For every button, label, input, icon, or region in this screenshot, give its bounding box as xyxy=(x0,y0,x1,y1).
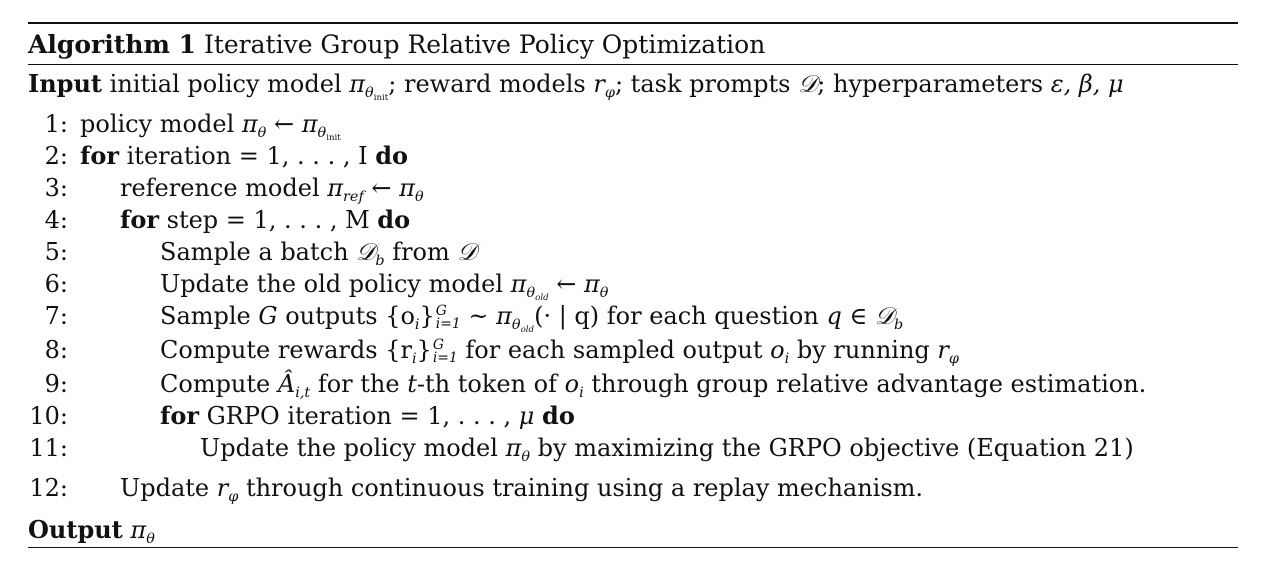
bottom-rule xyxy=(28,547,1238,548)
output-line: Output $\pi_\theta$ xyxy=(28,515,155,548)
algorithm-line-9: 9: Compute $Â_{i,t}$ for the t-th token of $o_i$ through group relative advantage estimation. xyxy=(44,370,1147,402)
algorithm-line-5: 5: Sample a batch 𝒟$_b$ from 𝒟 xyxy=(44,238,477,270)
algorithm-line-8: 8: Compute rewards $\{r_i\}$ G i=1 for each sampled output $o_i$ by running $r_\varphi$ xyxy=(44,336,959,368)
algorithm-line-11: 11: Update the policy model $\pi_\theta$ by maximizing the GRPO objective (Equation 21) xyxy=(29,434,1134,466)
algorithm-line-3: 3: reference model $\pi_{ref}$ ← $\pi_\theta$ xyxy=(44,174,424,206)
top-rule xyxy=(28,22,1238,24)
input-line: Input initial policy model $\pi_{\theta_{init}}$; reward models $r_\varphi$; task prompts 𝒟; hyperparameters ε, β, μ xyxy=(28,69,1124,104)
algorithm-name: Iterative Group Relative Policy Optimization xyxy=(203,30,766,59)
algorithm-label: Algorithm 1 xyxy=(28,30,196,59)
algorithm-box xyxy=(28,22,1238,552)
algorithm-line-10: 10: for GRPO iteration = 1, . . . , μ do xyxy=(29,401,575,430)
algorithm-line-2: 2: for iteration = 1, . . . , I do xyxy=(44,141,408,170)
algorithm-title xyxy=(28,32,765,57)
header-rule xyxy=(28,64,1238,65)
algorithm-line-7: 7: Sample G outputs $\{o_i\}$ G i=1 ~ $\pi_{\theta_{old}}(\cdot$ | q) for each question q ∈ 𝒟$_b$ xyxy=(44,302,904,336)
algorithm-line-6: 6: Update the old policy model $\pi_{\theta_{old}}$ ← $\pi_\theta$ xyxy=(44,270,609,304)
algorithm-line-1: 1: policy model $\pi_\theta$ ← $\pi_{\theta_{init}}$ xyxy=(44,110,341,144)
algorithm-line-12: 12: Update $r_\varphi$ through continuous training using a replay mechanism. xyxy=(29,474,924,506)
algorithm-line-4: 4: for step = 1, . . . , M do xyxy=(44,205,411,234)
